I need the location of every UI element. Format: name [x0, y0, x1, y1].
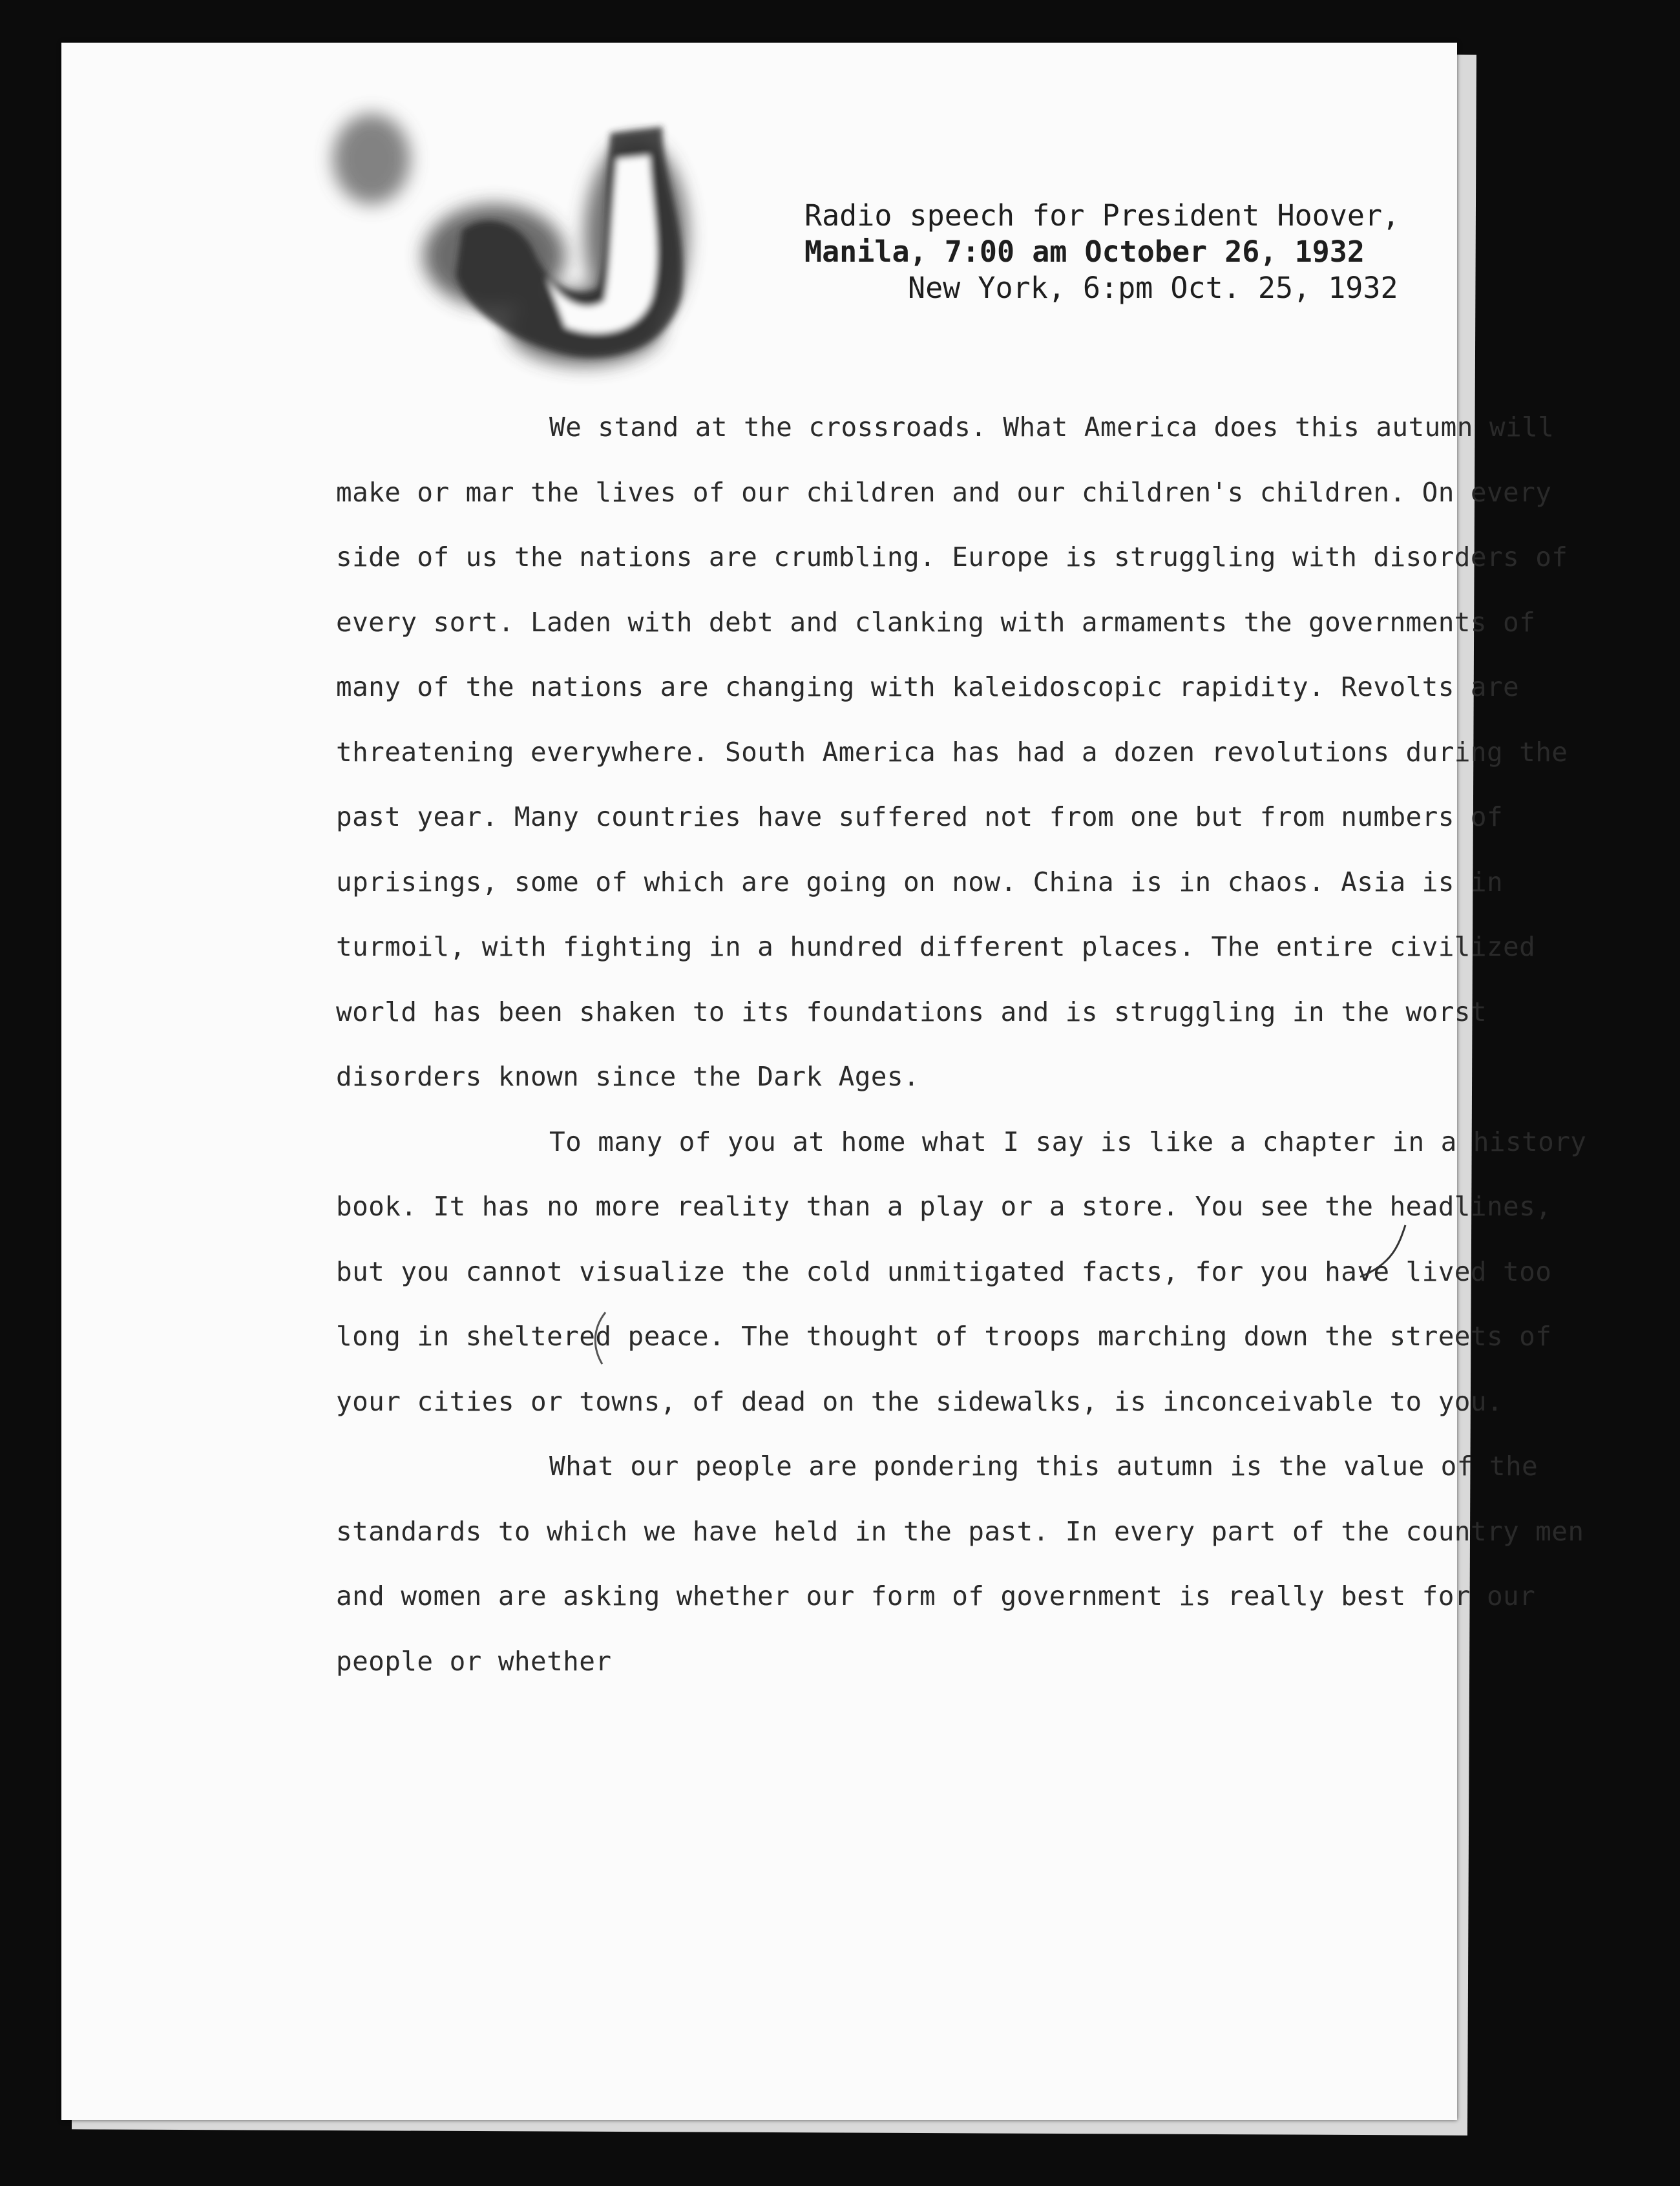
paragraph-2: To many of you at home what I say is like a chapter in a history book. It has no more reality than a play or a store. You see the headlines, but you cannot visualize the cold unmitigated facts, for you have lived too long in sheltered peace. The thought of troops marching down the streets of your cities or towns, of dead on the sidewalks, is inconceivable to you. [336, 1126, 1587, 1417]
header-newyork-time: New York, 6:pm Oct. 25, 1932 [908, 271, 1398, 305]
water-stain [300, 81, 766, 392]
header-manila-time: Manila, 7:00 am October 26, 1932 [804, 235, 1365, 269]
typed-page [61, 43, 1587, 2120]
header-block [804, 198, 1451, 306]
speech-body [336, 395, 1590, 1694]
header-title: Radio speech for President Hoover, [804, 198, 1400, 233]
paragraph-1: We stand at the crossroads. What America does this autumn will make or mar the lives of our children and our children's children. On every side of us the nations are crumbling. Europe is struggling with disorders of every sort. Laden with debt and clanking with armaments the governments of many of the nations are changing with kaleidoscopic rapidity. Revolts are threatening everywhere. South America has had a dozen revolutions during the past year. Many countries have suffered not from one but from numbers of uprisings, some of which are going on now. China is in chaos. Asia is in turmoil, with fighting in a hundred different places. The entire civilized world has been shaken to its foundations and is struggling in the worst disorders known since the Dark Ages. [336, 412, 1568, 1092]
paragraph-3: What our people are pondering this autumn is the value of the standards to which we have held in the past. In every part of the country men and women are asking whether our form of government is really best for our people or whether [336, 1451, 1584, 1677]
